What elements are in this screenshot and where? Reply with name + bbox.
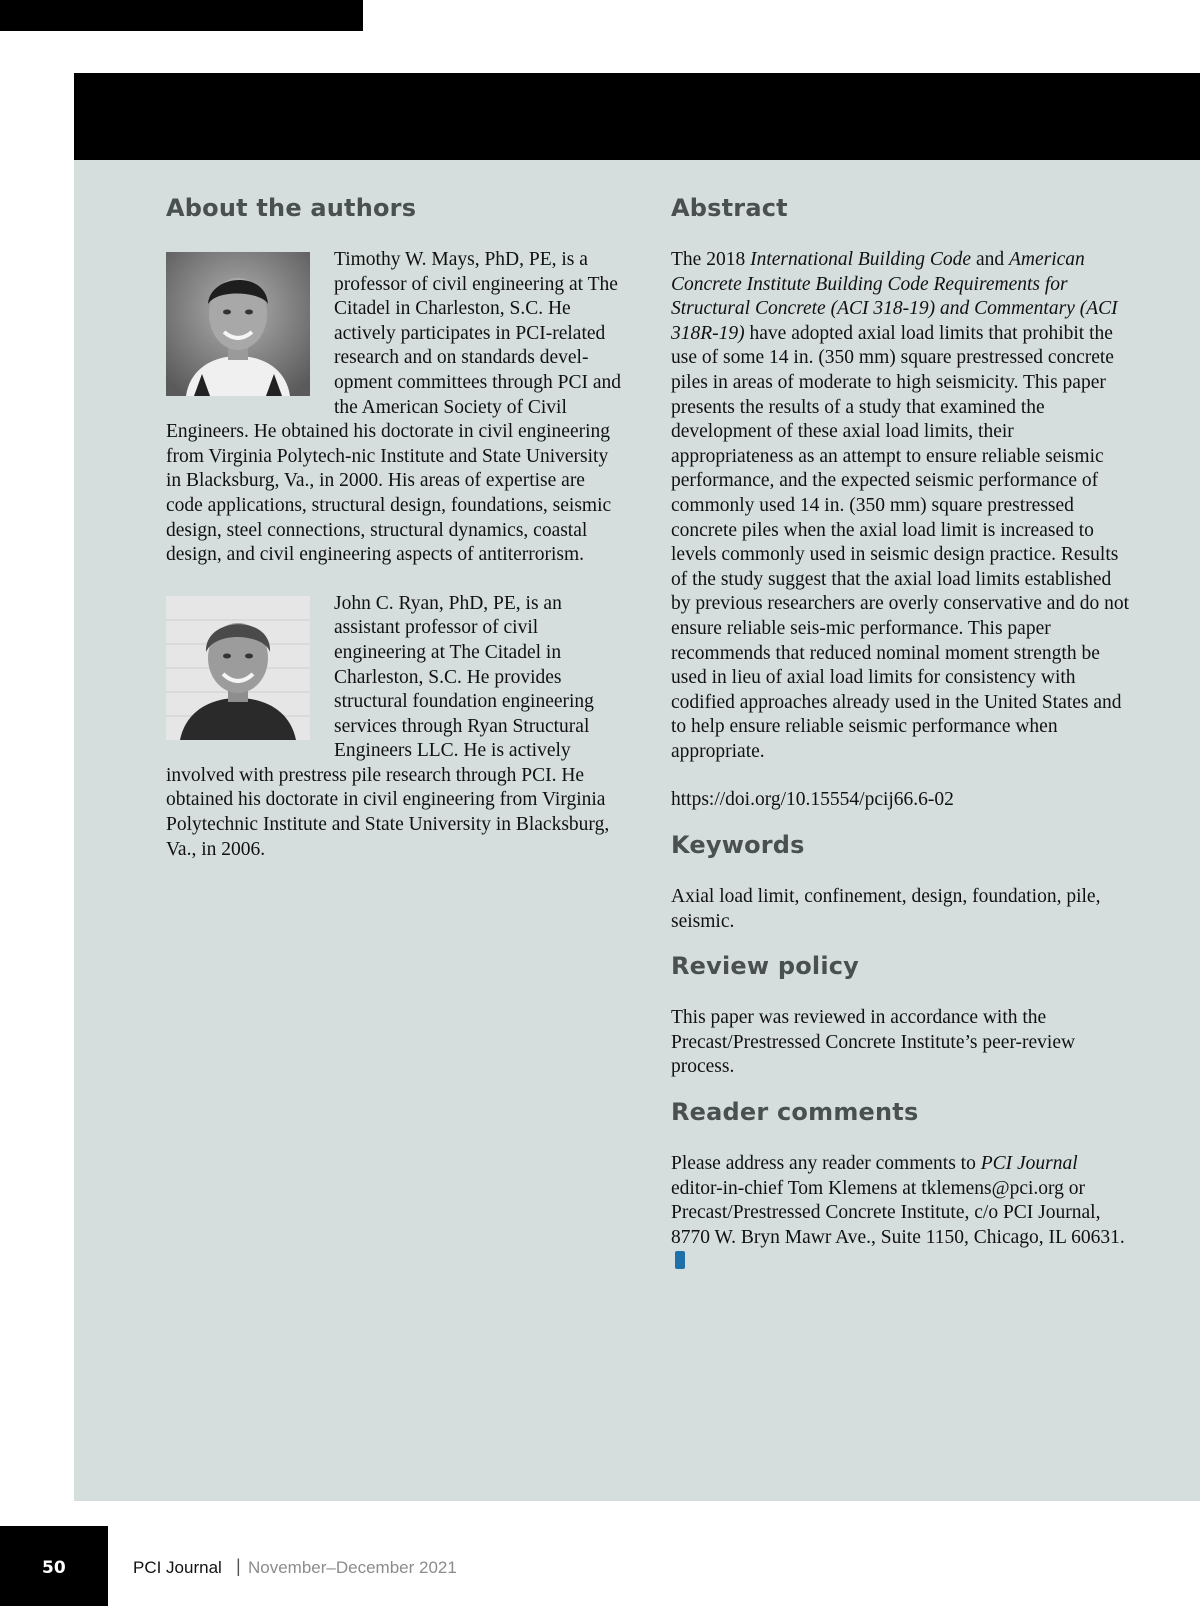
footer-journal-name: PCI Journal <box>133 1558 222 1577</box>
abstract-text: The 2018 International Building Code and American Concrete Institute Building Code Requirements for Structural Concrete (ACI 318-19) and Commentary (ACI 318R-19) have adopted axial load limits that prohibit the use of some 14 in. (350 mm) square prestressed concrete piles in areas of moderate to high seismicity. This paper presents the results of a study that examined the development of these axial load limits, their appropriateness as an attempt to ensure reliable seismic performance, and the expected seismic performance of commonly used 14 in. (350 mm) square prestressed concrete piles when the axial load limit is increased to levels commonly used in seismic design practice. Results of the study suggest that the axial load limits established by previous researchers are overly conservative and do not ensure reliable seis-mic performance. This paper recommends that reduced nominal moment strength be used in lieu of axial load limits for consistency with codified approaches already used in the United States and to help ensure reliable seismic performance when appropriate. <box>671 249 1130 762</box>
doi-link[interactable]: https://doi.org/10.15554/pcij66.6-02 <box>671 789 954 811</box>
pci-end-mark-icon <box>675 1251 685 1269</box>
reader-comments-section <box>671 1098 1131 1275</box>
author-bio-ryan <box>166 592 624 863</box>
top-black-bar <box>0 0 363 31</box>
author-bio-mays-text: Timothy W. Mays, PhD, PE, is a professor of civil engineering at The Citadel in Charleston, S.C. He actively participates in PCI-related research and on standards devel-opment committees through PCI and the American Society of Civil Engineers. He obtained his doctorate in civil engineering from Virginia Polytech-nic Institute and State University in Blacksburg, Va., in 2000. His areas of expertise are code applications, structural design, foundations, seismic design, steel connections, structural dynamics, coastal design, and civil engineering aspects of antiterrorism. <box>166 249 622 566</box>
review-policy-section <box>671 952 1131 1080</box>
authors-column <box>166 194 624 862</box>
author-portrait-mays <box>166 252 310 396</box>
keywords-text: Axial load limit, confinement, design, foundation, pile, seismic. <box>671 886 1101 932</box>
footer-separator: | <box>236 1556 241 1576</box>
about-authors-heading: About the authors <box>166 194 417 222</box>
footer-issue-date: November–December 2021 <box>248 1558 457 1577</box>
keywords-section <box>671 831 1131 934</box>
page-number: 50 <box>42 1558 66 1578</box>
keywords-heading: Keywords <box>671 831 805 860</box>
abstract-column <box>671 194 1131 1275</box>
abstract-heading: Abstract <box>671 194 788 222</box>
review-policy-text: This paper was reviewed in accordance with the Precast/Prestressed Concrete Institute’s peer-review process. <box>671 1007 1076 1078</box>
reader-comments-text: Please address any reader comments to PCI Journal editor-in-chief Tom Klemens at tklemens@pci.org or Precast/Prestressed Concrete Institute, c/o PCI Journal, 8770 W. Bryn Mawr Ave., Suite 1150, Chicago, IL 60631. <box>671 1152 1131 1275</box>
author-bio-ryan-text: John C. Ryan, PhD, PE, is an assistant professor of civil engineering at The Citadel in Charleston, S.C. He provides structural foundation engineering services through Ryan Structural Engineers LLC. He is actively involved with prestress pile research through PCI. He obtained his doctorate in civil engineering from Virginia Polytechnic Institute and State University in Blacksburg, Va., in 2006. <box>166 592 610 860</box>
review-policy-heading: Review policy <box>671 952 860 981</box>
reader-comments-heading: Reader comments <box>671 1098 919 1127</box>
author-portrait-ryan <box>166 596 310 740</box>
header-band <box>74 73 1200 160</box>
author-bio-mays <box>166 248 624 568</box>
